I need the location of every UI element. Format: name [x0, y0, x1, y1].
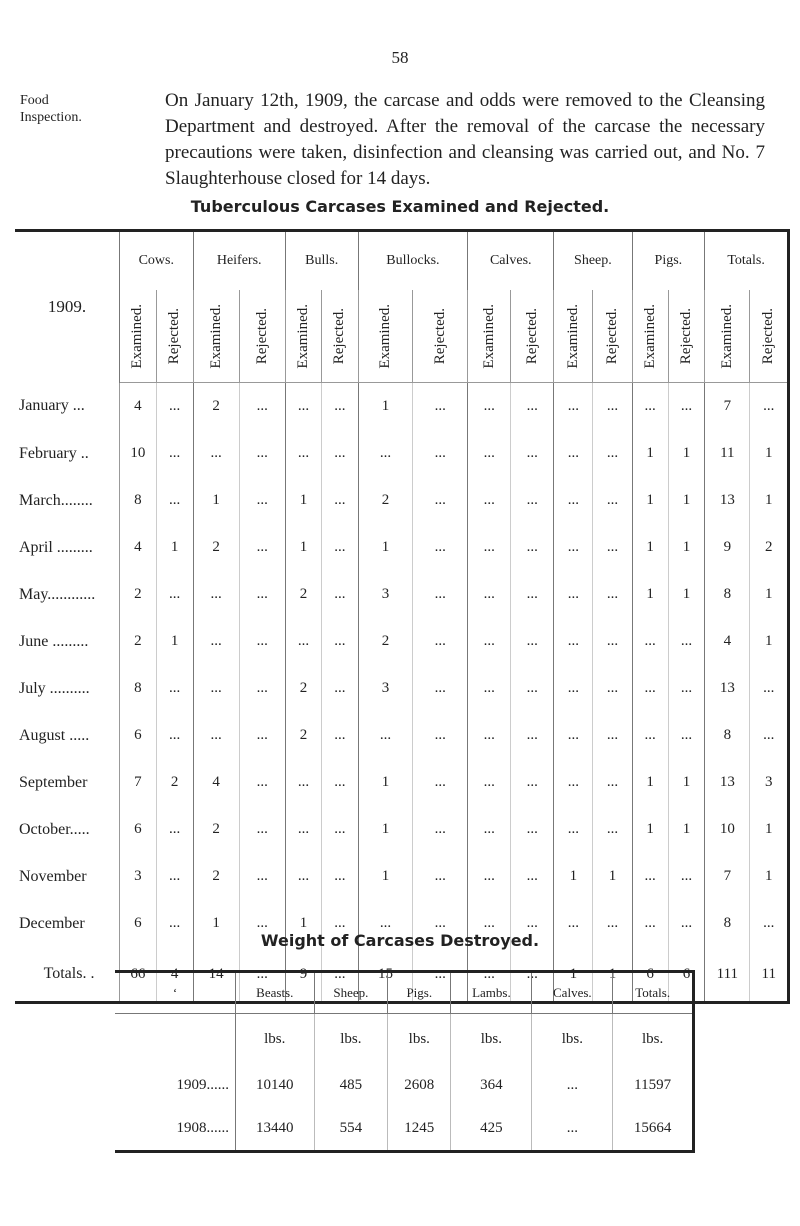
- table-cell: ...: [593, 900, 632, 947]
- table-cell: 13: [705, 665, 750, 712]
- table-cell: 8: [120, 477, 157, 524]
- header-lambs: Lambs.: [451, 972, 532, 1014]
- table-cell: ...: [239, 571, 285, 618]
- table-cell: ...: [511, 900, 554, 947]
- table-cell: ...: [468, 947, 511, 1003]
- table-cell: ...: [750, 383, 789, 431]
- table-cell: ...: [632, 900, 668, 947]
- table-cell: ...: [358, 712, 413, 759]
- table-row: [15, 853, 789, 900]
- table-cell: ...: [239, 430, 285, 477]
- table-cell: 4: [193, 759, 239, 806]
- table-cell: 9: [705, 524, 750, 571]
- table-cell: 1: [358, 524, 413, 571]
- table-cell: ...: [156, 571, 193, 618]
- table-cell: ...: [239, 618, 285, 665]
- table-cell: ...: [468, 524, 511, 571]
- table-cell: ...: [322, 618, 358, 665]
- table-cell: 1: [750, 618, 789, 665]
- table-cell: ...: [468, 759, 511, 806]
- table-cell: ...: [750, 712, 789, 759]
- table-cell: 1: [750, 430, 789, 477]
- table-cell: 1: [358, 759, 413, 806]
- units-row: [115, 1014, 694, 1065]
- table-cell: 11597: [613, 1064, 694, 1107]
- table-row: [115, 1107, 694, 1152]
- table-cell: ...: [193, 665, 239, 712]
- table-cell: ...: [322, 900, 358, 947]
- table-cell: ...: [554, 759, 593, 806]
- table-cell: 1: [193, 477, 239, 524]
- month-cell: May............: [15, 571, 120, 618]
- unit-cell: lbs.: [235, 1014, 314, 1065]
- table-row: [15, 618, 789, 665]
- table-cell: 2: [285, 712, 321, 759]
- table-cell: ...: [413, 712, 468, 759]
- table-cell: 1: [668, 571, 704, 618]
- table-cell: ...: [593, 524, 632, 571]
- table-cell: ...: [554, 665, 593, 712]
- group-header-bullocks: Bullocks.: [358, 231, 468, 291]
- table-cell: 1: [358, 806, 413, 853]
- table-cell: 6: [120, 900, 157, 947]
- table-cell: ...: [468, 853, 511, 900]
- table-cell: ...: [511, 665, 554, 712]
- unit-cell: lbs.: [314, 1014, 388, 1065]
- table-row: [15, 806, 789, 853]
- group-header-sheep: Sheep.: [554, 231, 632, 291]
- table-cell: 554: [314, 1107, 388, 1152]
- table-cell: ...: [413, 853, 468, 900]
- table-cell: 3: [358, 571, 413, 618]
- sub-header-examined: Examined.: [632, 290, 668, 383]
- sub-header-examined: Examined.: [358, 290, 413, 383]
- table-cell: ...: [468, 477, 511, 524]
- year-header: 1909.: [15, 231, 120, 383]
- table-cell: 15664: [613, 1107, 694, 1152]
- corner-mark: ‘: [115, 972, 235, 1014]
- table-cell: ...: [413, 618, 468, 665]
- table-cell: ...: [632, 853, 668, 900]
- table-cell: ...: [593, 383, 632, 431]
- table-cell: ...: [239, 947, 285, 1003]
- table-cell: ...: [554, 430, 593, 477]
- table-cell: 2: [193, 806, 239, 853]
- table-cell: 8: [705, 900, 750, 947]
- table-cell: ...: [358, 430, 413, 477]
- table-cell: ...: [554, 900, 593, 947]
- table-cell: 1: [632, 759, 668, 806]
- table-cell: ...: [156, 665, 193, 712]
- table1-title: Tuberculous Carcases Examined and Rejected.: [190, 197, 610, 216]
- table-cell: ...: [632, 383, 668, 431]
- table-cell: ...: [668, 900, 704, 947]
- table-cell: ...: [322, 571, 358, 618]
- table-cell: 6: [120, 806, 157, 853]
- table-cell: ...: [193, 712, 239, 759]
- table-cell: ...: [413, 806, 468, 853]
- sub-header-rejected: Rejected.: [668, 290, 704, 383]
- table-cell: ...: [750, 665, 789, 712]
- header-totals: Totals.: [613, 972, 694, 1014]
- margin-note-line: Inspection.: [20, 110, 82, 125]
- table-cell: ...: [468, 712, 511, 759]
- table-cell: ...: [468, 900, 511, 947]
- table-cell: ...: [532, 1064, 613, 1107]
- table-cell: ...: [593, 806, 632, 853]
- margin-note: [20, 92, 150, 126]
- table-cell: ...: [322, 665, 358, 712]
- table-cell: ...: [468, 806, 511, 853]
- tuberculous-carcases-table: [15, 229, 790, 1004]
- month-cell: June .........: [15, 618, 120, 665]
- table-cell: 8: [705, 712, 750, 759]
- table-cell: 1: [554, 853, 593, 900]
- table-cell: 1: [358, 383, 413, 431]
- sub-header-examined: Examined.: [554, 290, 593, 383]
- table-cell: ...: [668, 853, 704, 900]
- table-cell: ...: [750, 900, 789, 947]
- table-cell: ...: [413, 947, 468, 1003]
- table-cell: 1: [668, 430, 704, 477]
- table-cell: ...: [413, 571, 468, 618]
- table-cell: 6: [120, 712, 157, 759]
- table-cell: 10: [705, 806, 750, 853]
- table-cell: ...: [511, 571, 554, 618]
- table-cell: 1: [593, 853, 632, 900]
- table-cell: 13: [705, 477, 750, 524]
- table-cell: 111: [705, 947, 750, 1003]
- table-cell: ...: [511, 618, 554, 665]
- sub-header-examined: Examined.: [193, 290, 239, 383]
- sub-header-examined: Examined.: [120, 290, 157, 383]
- table-cell: ...: [468, 430, 511, 477]
- table-cell: 2: [120, 618, 157, 665]
- table-cell: 1: [632, 430, 668, 477]
- table-cell: ...: [239, 853, 285, 900]
- table-cell: ...: [511, 524, 554, 571]
- table-cell: ...: [468, 571, 511, 618]
- table-cell: 4: [156, 947, 193, 1003]
- table-cell: 13440: [235, 1107, 314, 1152]
- group-header-calves: Calves.: [468, 231, 554, 291]
- group-header-heifers: Heifers.: [193, 231, 285, 291]
- table-cell: 3: [358, 665, 413, 712]
- month-cell: September: [15, 759, 120, 806]
- table-cell: 2: [193, 853, 239, 900]
- sub-header-rejected: Rejected.: [239, 290, 285, 383]
- group-header-pigs: Pigs.: [632, 231, 705, 291]
- units-blank: [115, 1014, 235, 1065]
- sub-header-rejected: Rejected.: [322, 290, 358, 383]
- sub-header-examined: Examined.: [285, 290, 321, 383]
- table-cell: ...: [322, 947, 358, 1003]
- table-cell: ...: [413, 900, 468, 947]
- month-cell: December: [15, 900, 120, 947]
- table-cell: 364: [451, 1064, 532, 1107]
- table-row: [15, 430, 789, 477]
- table-cell: 2: [358, 477, 413, 524]
- table-row: [15, 712, 789, 759]
- table-cell: 2: [358, 618, 413, 665]
- header-calves: Calves.: [532, 972, 613, 1014]
- table-cell: ...: [156, 853, 193, 900]
- table-cell: ...: [468, 618, 511, 665]
- month-cell: February ..: [15, 430, 120, 477]
- table-cell: 2: [156, 759, 193, 806]
- table-cell: 1: [668, 806, 704, 853]
- table-cell: ...: [413, 477, 468, 524]
- table-cell: ...: [668, 712, 704, 759]
- table-cell: ...: [285, 853, 321, 900]
- sub-header-rejected: Rejected.: [156, 290, 193, 383]
- month-cell: November: [15, 853, 120, 900]
- table-row: [15, 759, 789, 806]
- table-row: [15, 665, 789, 712]
- group-header-totals: Totals.: [705, 231, 789, 291]
- table-cell: ...: [413, 430, 468, 477]
- table-cell: ...: [156, 900, 193, 947]
- table-cell: ...: [511, 383, 554, 431]
- table-cell: ...: [511, 477, 554, 524]
- sub-header-rejected: Rejected.: [511, 290, 554, 383]
- table-cell: 10140: [235, 1064, 314, 1107]
- table-cell: ...: [285, 806, 321, 853]
- table-cell: 1: [632, 524, 668, 571]
- table-cell: 4: [120, 383, 157, 431]
- table-cell: 1: [554, 947, 593, 1003]
- table-cell: ...: [413, 383, 468, 431]
- table-cell: ...: [554, 571, 593, 618]
- table-cell: 2: [193, 383, 239, 431]
- table-cell: 13: [705, 759, 750, 806]
- table-cell: ...: [239, 477, 285, 524]
- month-cell: January ...: [15, 383, 120, 431]
- table-cell: ...: [322, 477, 358, 524]
- table-cell: ...: [193, 430, 239, 477]
- table-row: [15, 571, 789, 618]
- table-cell: ...: [156, 430, 193, 477]
- table-cell: ...: [239, 383, 285, 431]
- table-cell: ...: [285, 430, 321, 477]
- table-cell: 10: [120, 430, 157, 477]
- table-cell: ...: [285, 383, 321, 431]
- table-cell: ...: [668, 383, 704, 431]
- table-cell: 1: [285, 900, 321, 947]
- table-cell: ...: [668, 665, 704, 712]
- table-cell: 4: [705, 618, 750, 665]
- table-cell: ...: [593, 618, 632, 665]
- table-cell: ...: [668, 618, 704, 665]
- table-cell: 1: [285, 524, 321, 571]
- table-cell: ...: [554, 712, 593, 759]
- table-cell: 2: [285, 571, 321, 618]
- unit-cell: lbs.: [451, 1014, 532, 1065]
- table-cell: ...: [632, 712, 668, 759]
- unit-cell: lbs.: [532, 1014, 613, 1065]
- table-cell: 15: [358, 947, 413, 1003]
- year-cell: 1909......: [115, 1064, 235, 1107]
- table-cell: ...: [593, 430, 632, 477]
- table-cell: 1: [156, 618, 193, 665]
- table-cell: 485: [314, 1064, 388, 1107]
- table-cell: ...: [554, 383, 593, 431]
- table-cell: 2608: [388, 1064, 451, 1107]
- table-cell: 6: [668, 947, 704, 1003]
- table-cell: 8: [120, 665, 157, 712]
- table-cell: ...: [511, 806, 554, 853]
- table-cell: ...: [156, 477, 193, 524]
- table-cell: ...: [632, 618, 668, 665]
- table-cell: ...: [193, 571, 239, 618]
- page-number: 58: [391, 48, 409, 67]
- table-cell: ...: [322, 430, 358, 477]
- table-cell: 3: [750, 759, 789, 806]
- table-cell: ...: [322, 759, 358, 806]
- table-cell: ...: [632, 665, 668, 712]
- table-cell: 7: [705, 383, 750, 431]
- table2-title: Weight of Carcases Destroyed.: [260, 931, 540, 950]
- table-cell: 14: [193, 947, 239, 1003]
- table-cell: ...: [593, 571, 632, 618]
- table-row: [15, 477, 789, 524]
- table-cell: 4: [120, 524, 157, 571]
- month-cell: March........: [15, 477, 120, 524]
- table-cell: ...: [322, 853, 358, 900]
- table-cell: 2: [193, 524, 239, 571]
- table-cell: ...: [532, 1107, 613, 1152]
- table-cell: ...: [511, 430, 554, 477]
- table-cell: ...: [468, 383, 511, 431]
- header-beasts: Beasts.: [235, 972, 314, 1014]
- table-cell: ...: [511, 947, 554, 1003]
- table-cell: ...: [593, 665, 632, 712]
- table-cell: 1245: [388, 1107, 451, 1152]
- year-cell: 1908......: [115, 1107, 235, 1152]
- table-cell: ...: [156, 383, 193, 431]
- totals-label: Totals. .: [15, 947, 120, 1003]
- table-cell: ...: [358, 900, 413, 947]
- table-cell: ...: [239, 665, 285, 712]
- table-cell: 1: [156, 524, 193, 571]
- table-cell: ...: [156, 712, 193, 759]
- group-header-bulls: Bulls.: [285, 231, 358, 291]
- table-cell: 2: [285, 665, 321, 712]
- unit-cell: lbs.: [613, 1014, 694, 1065]
- table-cell: 1: [750, 571, 789, 618]
- table-cell: ...: [239, 759, 285, 806]
- table-cell: ...: [413, 665, 468, 712]
- table-cell: ...: [554, 618, 593, 665]
- table-cell: 11: [750, 947, 789, 1003]
- table-cell: 1: [632, 477, 668, 524]
- table-row: [15, 383, 789, 431]
- table-cell: ...: [554, 477, 593, 524]
- table-cell: 1: [750, 477, 789, 524]
- table-cell: ...: [285, 618, 321, 665]
- sub-header-examined: Examined.: [705, 290, 750, 383]
- margin-note-line: Food: [20, 93, 49, 108]
- table-cell: 1: [668, 524, 704, 571]
- table-cell: 7: [120, 759, 157, 806]
- table-cell: ...: [593, 712, 632, 759]
- table-cell: 1: [358, 853, 413, 900]
- month-cell: July ..........: [15, 665, 120, 712]
- table-cell: 425: [451, 1107, 532, 1152]
- header-pigs: Pigs.: [388, 972, 451, 1014]
- table-cell: ...: [413, 759, 468, 806]
- table-cell: 1: [593, 947, 632, 1003]
- table-cell: ...: [239, 900, 285, 947]
- table-cell: 11: [705, 430, 750, 477]
- table-cell: 8: [705, 571, 750, 618]
- header-sheep: Sheep.: [314, 972, 388, 1014]
- table-cell: ...: [511, 712, 554, 759]
- table-cell: ...: [239, 712, 285, 759]
- month-cell: October.....: [15, 806, 120, 853]
- table-cell: ...: [511, 759, 554, 806]
- table-cell: ...: [285, 759, 321, 806]
- table-row: [115, 1064, 694, 1107]
- sub-header-rejected: Rejected.: [750, 290, 789, 383]
- month-cell: April .........: [15, 524, 120, 571]
- table-cell: 1: [632, 571, 668, 618]
- table-cell: ...: [239, 524, 285, 571]
- group-header-cows: Cows.: [120, 231, 194, 291]
- table-cell: ...: [593, 477, 632, 524]
- intro-paragraph: On January 12th, 1909, the carcase and odds were removed to the Cleansing Department and destroyed. After the removal of the carcase the necessary precautions were taken, disinfection and cleansing was carried out, and No. 7 Slaughterhouse closed for 14 days.: [165, 90, 765, 189]
- sub-header-rejected: Rejected.: [413, 290, 468, 383]
- table-cell: 1: [750, 853, 789, 900]
- table-cell: 3: [120, 853, 157, 900]
- table-cell: 2: [120, 571, 157, 618]
- table-cell: 66: [120, 947, 157, 1003]
- table-cell: ...: [554, 806, 593, 853]
- table-cell: ...: [413, 524, 468, 571]
- table-cell: 1: [632, 806, 668, 853]
- table-cell: ...: [193, 618, 239, 665]
- table-cell: ...: [239, 806, 285, 853]
- table-cell: ...: [322, 383, 358, 431]
- unit-cell: lbs.: [388, 1014, 451, 1065]
- weight-destroyed-table: [115, 970, 695, 1153]
- table-cell: 1: [668, 759, 704, 806]
- table-cell: 2: [750, 524, 789, 571]
- table-cell: 9: [285, 947, 321, 1003]
- month-cell: August .....: [15, 712, 120, 759]
- table-cell: 1: [193, 900, 239, 947]
- table-cell: ...: [156, 806, 193, 853]
- table-cell: 1: [750, 806, 789, 853]
- table-cell: ...: [511, 853, 554, 900]
- sub-header-examined: Examined.: [468, 290, 511, 383]
- table-cell: ...: [322, 806, 358, 853]
- table-cell: 1: [668, 477, 704, 524]
- table-cell: ...: [593, 759, 632, 806]
- table-cell: 1: [285, 477, 321, 524]
- table-cell: ...: [554, 524, 593, 571]
- table-cell: ...: [468, 665, 511, 712]
- table-cell: ...: [322, 712, 358, 759]
- table-cell: 6: [632, 947, 668, 1003]
- table-cell: ...: [322, 524, 358, 571]
- sub-header-rejected: Rejected.: [593, 290, 632, 383]
- table-row: [15, 524, 789, 571]
- table-cell: 7: [705, 853, 750, 900]
